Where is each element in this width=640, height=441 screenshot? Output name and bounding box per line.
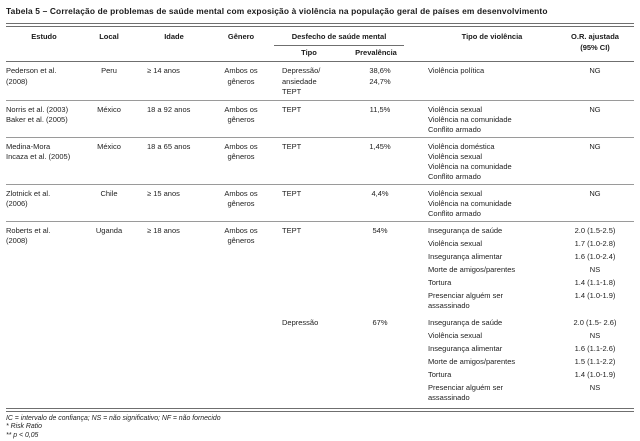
violence-label (408, 66, 556, 76)
violence-label-line: Violência na comunidade (428, 114, 512, 124)
study-cell (6, 105, 82, 126)
or-value: 1.6 (1.0-2.4) (574, 251, 616, 261)
local-cell (82, 66, 136, 77)
local-cell (82, 142, 136, 153)
violence-item (408, 162, 634, 172)
outcome-block (270, 189, 634, 219)
outcome-type-cell-line: Depressão/ (282, 66, 321, 75)
violence-label (408, 209, 556, 219)
violence-label (408, 278, 556, 288)
violence-item (408, 172, 634, 182)
violence-label-line: assassinado (428, 300, 470, 310)
table-row (6, 101, 634, 138)
outcome-blocks (270, 105, 634, 135)
violence-item (408, 370, 634, 380)
study-cell (6, 189, 82, 210)
gender-cell (212, 142, 270, 163)
violence-label-line: Insegurança alimentar (428, 251, 503, 261)
violence-label-line: Insegurança de saúde (428, 317, 503, 327)
violence-item (408, 142, 634, 152)
violence-item (408, 318, 634, 328)
violence-label (408, 344, 556, 354)
or-value: 1.5 (1.1-2.2) (574, 356, 616, 366)
violence-label-line: Morte de amigos/parentes (428, 356, 516, 366)
violence-item (408, 125, 634, 135)
table-row (6, 185, 634, 222)
local-cell (82, 189, 136, 200)
violence-item (408, 331, 634, 341)
age-cell (136, 226, 212, 237)
prevalence-cell-line: 11,5% (369, 104, 391, 114)
header-idade: Idade (164, 32, 184, 41)
outcome-type-cell-line: TEPT (282, 141, 302, 151)
violence-label-line: assassinado (428, 392, 470, 402)
or-value: 2.0 (1.5- 2.6) (573, 317, 617, 327)
gender-cell-line: Ambos os (224, 104, 258, 114)
outcome-block (270, 142, 634, 182)
age-cell (136, 189, 212, 200)
violence-label (408, 162, 556, 172)
violence-label-line: Violência sexual (428, 104, 483, 114)
violence-item (408, 105, 634, 115)
outcome-block (270, 105, 634, 135)
local-cell (82, 226, 136, 237)
age-cell (136, 105, 212, 116)
local-cell-line: México (97, 104, 121, 114)
violence-item (408, 226, 634, 236)
table-row (6, 222, 634, 408)
footnote-line: ** p < 0,05 (6, 431, 39, 439)
or-value: NS (589, 382, 601, 392)
gender-cell (212, 105, 270, 126)
gender-cell-line: Ambos os (224, 225, 258, 235)
prevalence-cell-line: 38,6% (369, 66, 391, 75)
outcome-blocks (270, 189, 634, 219)
violence-label-line: Tortura (428, 277, 452, 287)
or-value: 2.0 (1.5-2.5) (574, 225, 616, 235)
outcome-type-cell (270, 226, 352, 237)
outcome-blocks (270, 226, 634, 406)
or-value: NG (589, 188, 601, 198)
violence-label-line: Violência doméstica (428, 141, 495, 151)
violence-list (408, 189, 634, 219)
or-value: 1.6 (1.1-2.6) (574, 343, 616, 353)
or-value: NS (589, 264, 601, 274)
violence-item (408, 115, 634, 125)
footnote-line: IC = intervalo de confiança; NS = não significativo; NF = não fornecido (6, 414, 221, 422)
violence-label (408, 115, 556, 125)
outcome-type-cell (270, 142, 352, 153)
gender-cell (212, 189, 270, 210)
prevalence-cell (352, 189, 408, 200)
study-cell-line: (2008) (6, 236, 28, 245)
study-cell-line: Norris et al. (2003) (6, 104, 69, 114)
study-cell-line: (2006) (6, 199, 28, 208)
local-cell-line: Chile (100, 188, 118, 198)
header-estudo: Estudo (31, 32, 57, 41)
local-cell-line: Peru (101, 66, 117, 75)
age-cell (136, 142, 212, 153)
or-value: 1.4 (1.0-1.9) (574, 290, 616, 300)
violence-label-line: Violência na comunidade (428, 198, 512, 208)
violence-item (408, 239, 634, 249)
violence-list (408, 318, 634, 406)
violence-item (408, 291, 634, 311)
violence-label (408, 357, 556, 367)
header-desfecho-group (270, 32, 408, 58)
violence-label-line: Conflito armado (428, 208, 481, 218)
table-title: Tabela 5 – Correlação de problemas de saúde mental com exposição à violência na população geral de países em desenvolvimento (6, 6, 548, 16)
outcome-block (270, 226, 634, 314)
header-genero: Gênero (227, 32, 255, 41)
gender-cell-line: gêneros (227, 115, 255, 124)
outcome-type-cell-line: TEPT (282, 104, 302, 114)
study-cell-line: (2008) (6, 76, 28, 86)
violence-item (408, 152, 634, 162)
header-or-line1: O.R. ajustada (571, 32, 619, 41)
violence-label (408, 239, 556, 249)
study-cell-line: Roberts et al. (6, 225, 51, 235)
outcome-type-cell-line: Depressão (282, 317, 319, 327)
outcome-type-cell-line: ansiedade (282, 76, 317, 86)
violence-label-line: Violência na comunidade (428, 161, 512, 171)
header-desfecho-label: Desfecho de saúde mental (274, 32, 404, 46)
violence-label-line: Morte de amigos/parentes (428, 264, 516, 274)
table-row (6, 138, 634, 185)
local-cell-line: Uganda (95, 225, 123, 235)
outcome-type-cell (270, 189, 352, 200)
violence-list (408, 66, 634, 76)
header-tipo-violencia: Tipo de violência (461, 32, 523, 41)
study-cell-line: Incaza et al. (2005) (6, 152, 71, 161)
outcome-type-cell-line: TEPT (282, 87, 302, 96)
violence-label-line: Presenciar alguém ser (428, 290, 504, 300)
outcome-type-cell (270, 66, 352, 98)
outcome-type-cell (270, 105, 352, 116)
violence-label-line: Conflito armado (428, 124, 481, 134)
footnotes (6, 415, 634, 441)
outcome-blocks (270, 142, 634, 182)
violence-label (408, 331, 556, 341)
table-header-row (6, 27, 634, 62)
age-cell-line: 18 a 92 anos (147, 104, 191, 114)
age-cell-line: ≥ 14 anos (147, 66, 180, 75)
violence-label-line: Violência sexual (428, 330, 483, 340)
or-value: 1.4 (1.1-1.8) (574, 277, 616, 287)
violence-label-line: Insegurança alimentar (428, 343, 503, 353)
study-cell-line: Baker et al. (2005) (6, 115, 68, 124)
age-cell-line: 18 a 65 anos (147, 141, 191, 151)
gender-cell-line: gêneros (227, 76, 255, 86)
violence-label-line: Violência sexual (428, 151, 483, 161)
violence-label (408, 125, 556, 135)
prevalence-cell (352, 142, 408, 153)
table-row (6, 62, 634, 101)
prevalence-cell (352, 318, 408, 329)
prevalence-cell-line: 54% (372, 225, 388, 235)
violence-label-line: Violência política (428, 66, 485, 75)
gender-cell-line: gêneros (227, 199, 255, 208)
violence-label-line: Conflito armado (428, 171, 481, 181)
local-cell-line: México (97, 141, 121, 151)
or-value: NG (589, 66, 601, 75)
outcome-block (270, 318, 634, 406)
study-cell (6, 142, 82, 163)
outcome-type-cell (270, 318, 352, 329)
prevalence-cell-line: 24,7% (369, 76, 391, 86)
violence-label-line: Violência sexual (428, 188, 483, 198)
violence-item (408, 252, 634, 262)
violence-label (408, 318, 556, 328)
violence-label (408, 199, 556, 209)
violence-item (408, 199, 634, 209)
gender-cell-line: Ambos os (224, 66, 258, 75)
outcome-type-cell-line: TEPT (282, 188, 302, 198)
violence-label (408, 105, 556, 115)
gender-cell-line: Ambos os (224, 188, 258, 198)
gender-cell-line: Ambos os (224, 141, 258, 151)
or-value: NG (589, 104, 601, 114)
violence-label-line: Violência sexual (428, 238, 483, 248)
gender-cell (212, 66, 270, 87)
or-value: NS (589, 330, 601, 340)
gender-cell (212, 226, 270, 247)
violence-item (408, 383, 634, 403)
prevalence-cell-line: 1,45% (369, 141, 391, 151)
study-cell (6, 66, 82, 87)
header-prevalencia: Prevalência (355, 47, 397, 57)
violence-list (408, 142, 634, 182)
violence-label (408, 142, 556, 152)
violence-label-line: Insegurança de saúde (428, 225, 503, 235)
age-cell-line: ≥ 18 anos (147, 225, 180, 235)
violence-list (408, 105, 634, 135)
violence-list (408, 226, 634, 314)
or-value: NG (589, 141, 601, 151)
violence-label-line: Tortura (428, 369, 452, 379)
violence-label (408, 226, 556, 236)
violence-label-line: Presenciar alguém ser (428, 382, 504, 392)
gender-cell-line: gêneros (227, 152, 255, 161)
violence-label (408, 252, 556, 262)
prevalence-cell (352, 66, 408, 87)
violence-label (408, 291, 556, 311)
header-tipo: Tipo (301, 47, 317, 57)
outcome-block (270, 66, 634, 98)
violence-item (408, 189, 634, 199)
prevalence-cell (352, 105, 408, 116)
study-cell-line: Zlotnick et al. (6, 188, 51, 198)
violence-item (408, 265, 634, 275)
header-or-ajustada (556, 32, 634, 53)
local-cell (82, 105, 136, 116)
violence-label (408, 152, 556, 162)
table-body (6, 62, 634, 408)
violence-item (408, 357, 634, 367)
violence-item (408, 278, 634, 288)
violence-label (408, 172, 556, 182)
violence-label (408, 383, 556, 403)
footnote-line: * Risk Ratio (6, 423, 42, 430)
study-cell-line: Pederson et al. (6, 66, 57, 75)
violence-item (408, 66, 634, 76)
or-value: 1.4 (1.0-1.9) (574, 369, 616, 379)
prevalence-cell-line: 67% (372, 317, 388, 327)
outcome-type-cell-line: TEPT (282, 225, 302, 235)
prevalence-cell-line: 4,4% (371, 188, 389, 198)
study-cell-line: Medina-Mora (6, 141, 51, 151)
violence-label (408, 265, 556, 275)
violence-label (408, 370, 556, 380)
age-cell (136, 66, 212, 77)
header-local: Local (99, 32, 119, 41)
violence-label (408, 189, 556, 199)
prevalence-cell (352, 226, 408, 237)
table (6, 27, 634, 408)
or-value: 1.7 (1.0-2.8) (574, 238, 616, 248)
study-cell (6, 226, 82, 247)
header-desfecho-subrow (270, 48, 408, 59)
violence-item (408, 209, 634, 219)
outcome-blocks (270, 66, 634, 98)
violence-item (408, 344, 634, 354)
table-bottom-rule (6, 408, 634, 412)
header-or-line2: (95% CI) (580, 42, 610, 52)
gender-cell-line: gêneros (227, 236, 255, 245)
age-cell-line: ≥ 15 anos (147, 188, 180, 198)
